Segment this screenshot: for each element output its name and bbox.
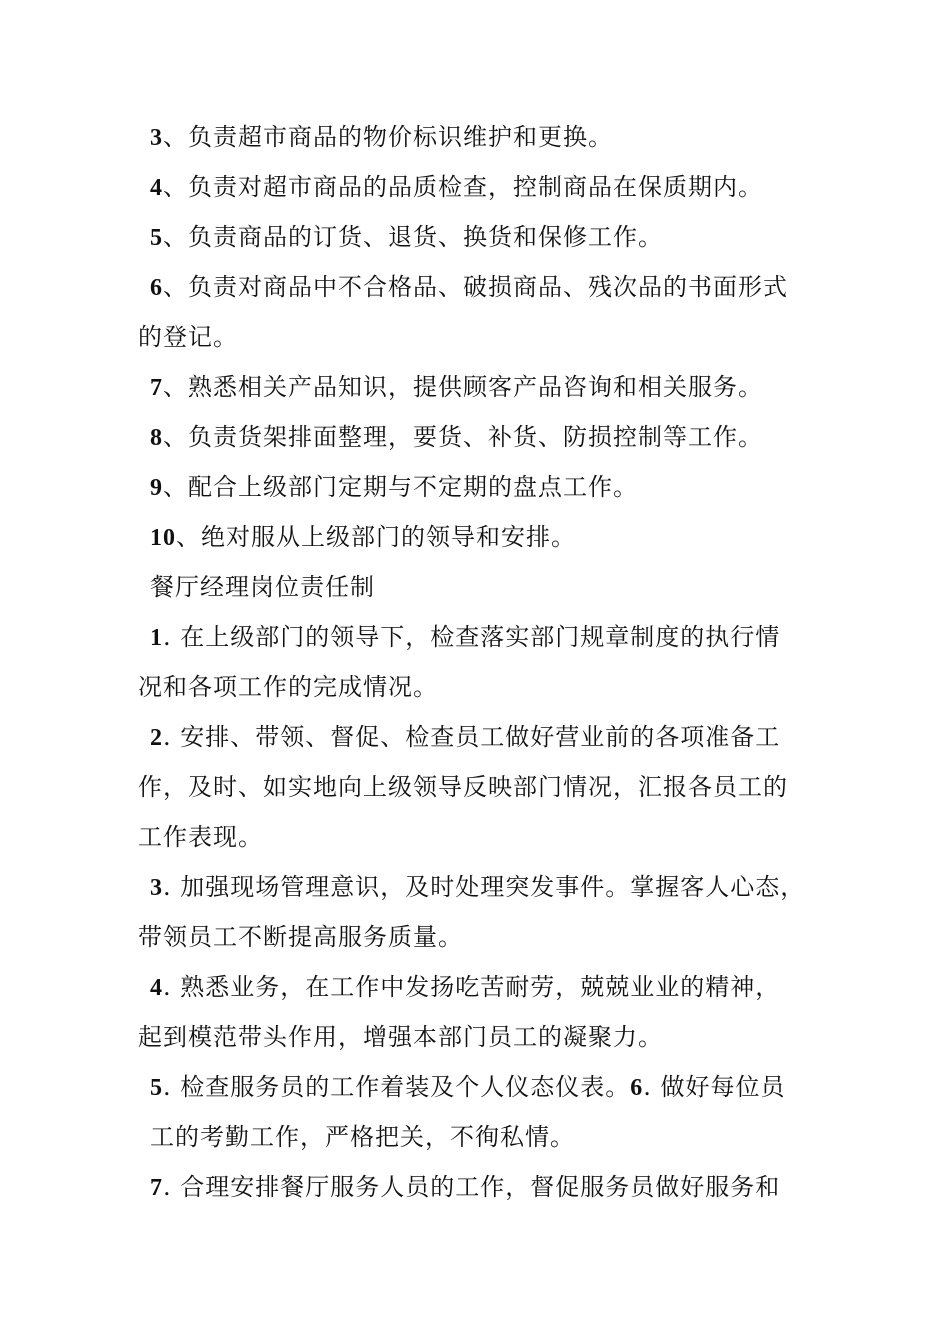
list-item: 9、配合上级部门定期与不定期的盘点工作。 [150, 473, 638, 501]
list-item-continuation: 起到模范带头作用，增强本部门员工的凝聚力。 [138, 1023, 663, 1051]
list-item: 3. 加强现场管理意识，及时处理突发事件。掌握客人心态， [150, 873, 806, 901]
list-item: 4. 熟悉业务，在工作中发扬吃苦耐劳，兢兢业业的精神， [150, 973, 781, 1001]
list-item: 7. 合理安排餐厅服务人员的工作，督促服务员做好服务和 [150, 1173, 781, 1201]
list-item: 7、熟悉相关产品知识，提供顾客产品咨询和相关服务。 [150, 373, 763, 401]
list-item: 3、负责超市商品的物价标识维护和更换。 [150, 123, 613, 151]
list-item: 4、负责对超市商品的品质检查，控制商品在保质期内。 [150, 173, 763, 201]
list-item: 2. 安排、带领、督促、检查员工做好营业前的各项准备工 [150, 723, 781, 751]
list-item: 1. 在上级部门的领导下，检查落实部门规章制度的执行情 [150, 623, 781, 651]
section-title: 餐厅经理岗位责任制 [150, 573, 375, 601]
list-item-continuation: 带领员工不断提高服务质量。 [138, 923, 463, 951]
list-item: 8、负责货架排面整理，要货、补货、防损控制等工作。 [150, 423, 763, 451]
list-item-continuation: 工作表现。 [138, 823, 263, 851]
list-item: 5、负责商品的订货、退货、换货和保修工作。 [150, 223, 663, 251]
list-item: 6、负责对商品中不合格品、破损商品、残次品的书面形式 [150, 273, 788, 301]
list-item-continuation: 作，及时、如实地向上级领导反映部门情况，汇报各员工的 [138, 773, 788, 801]
list-item-continuation: 工的考勤工作，严格把关，不徇私情。 [150, 1123, 575, 1151]
list-item-continuation: 的登记。 [138, 323, 238, 351]
list-item: 5. 检查服务员的工作着装及个人仪态仪表。6. 做好每位员 [150, 1073, 786, 1101]
list-item-continuation: 况和各项工作的完成情况。 [138, 673, 438, 701]
document-page [138, 112, 828, 1212]
list-item: 10、绝对服从上级部门的领导和安排。 [150, 523, 576, 551]
